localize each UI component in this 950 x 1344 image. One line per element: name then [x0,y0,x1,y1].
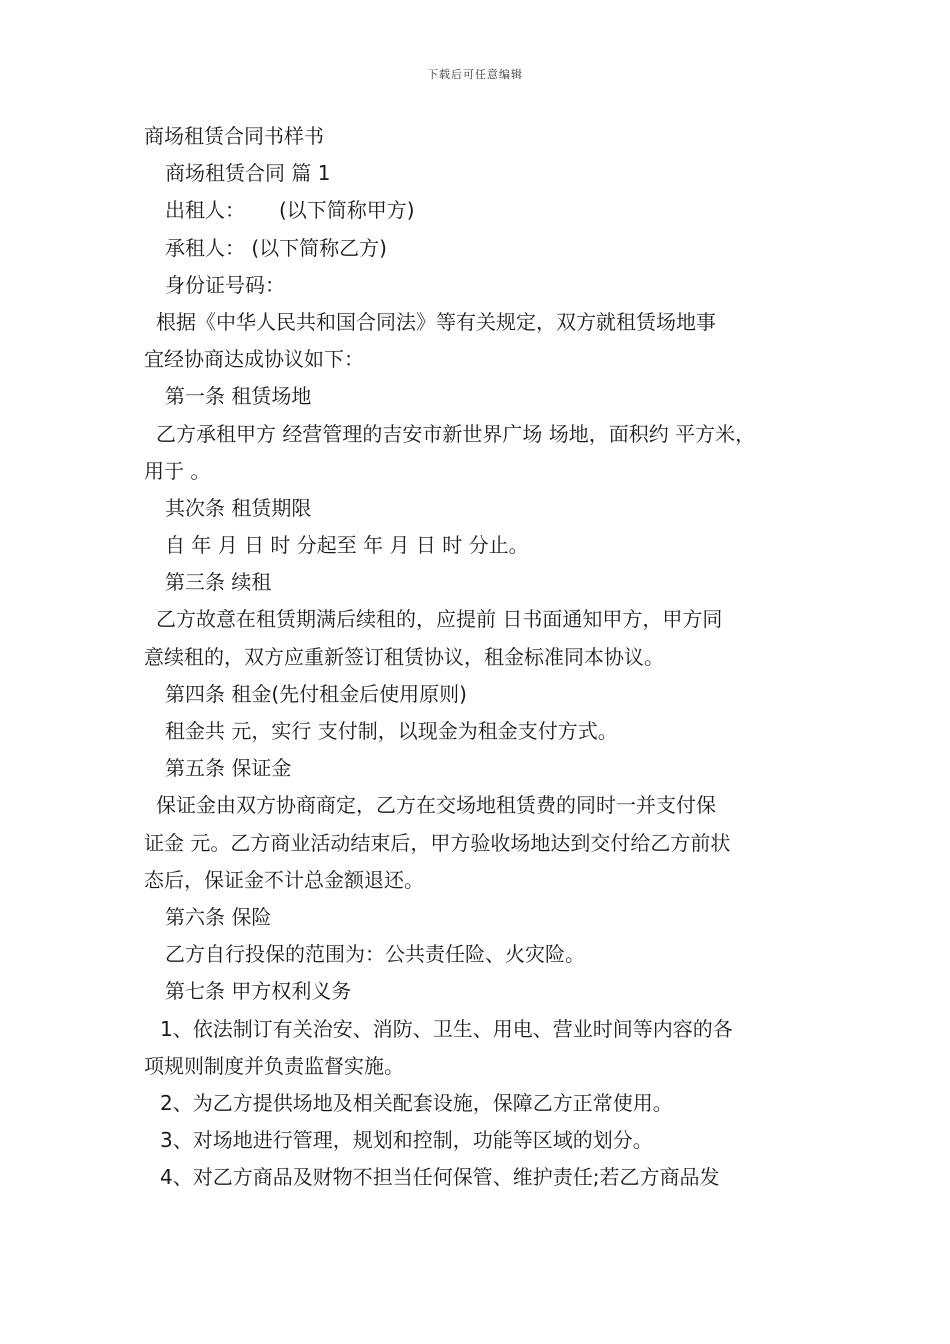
article-6-line-1: 乙方自行投保的范围为：公共责任险、火灾险。 [165,942,585,967]
article-5-line-1: 保证金由双方协商商定，乙方在交场地租赁费的同时一并支付保 [156,793,716,818]
article-5-line-3: 态后，保证金不计总金额退还。 [144,867,424,892]
article-7-item-2: 2、为乙方提供场地及相关配套设施，保障乙方正常使用。 [160,1090,673,1115]
article-2-line-1: 自 年 月 日 时 分起至 年 月 日 时 分止。 [165,533,529,558]
article-3-title: 第三条 续租 [165,570,272,595]
article-7-item-3: 3、对场地进行管理，规划和控制，功能等区域的划分。 [160,1128,653,1153]
header-note: 下载后可任意编辑 [427,68,523,81]
article-5-title: 第五条 保证金 [165,756,292,781]
id-number-line: 身份证号码： [165,272,285,297]
lessor-note: (以下简称甲方) [279,198,415,223]
document-title: 商场租赁合同书样书 [144,124,324,148]
article-4-line-1: 租金共 元，实行 支付制，以现金为租金支付方式。 [165,719,618,743]
lessee-line: 承租人： (以下简称乙方) [165,235,387,260]
article-1-line-2: 用于 。 [144,458,211,483]
article-4-title: 第四条 租金(先付租金后使用原则) [165,681,467,706]
article-1-title: 第一条 租赁场地 [165,384,312,409]
lessor-label: 出租人： [165,198,245,223]
preamble-line-1: 根据《中华人民共和国合同法》等有关规定，双方就租赁场地事 [156,309,716,334]
lessor-line [144,192,814,229]
article-3-line-1: 乙方故意在租赁期满后续租的，应提前 日书面通知甲方，甲方同 [156,607,723,632]
article-1-line-1: 乙方承租甲方 经营管理的吉安市新世界广场 场地，面积约 平方米， [156,421,756,446]
article-3-line-2: 意续租的，双方应重新签订租赁协议，租金标准同本协议。 [144,644,664,669]
article-7-title: 第七条 甲方权利义务 [165,979,352,1004]
article-7-item-1-line-1: 1、依法制订有关治安、消防、卫生、用电、营业时间等内容的各 [160,1016,733,1041]
article-5-line-2: 证金 元。乙方商业活动结束后，甲方验收场地达到交付给乙方前状 [144,830,731,855]
preamble-line-2: 宜经协商达成协议如下： [144,347,364,372]
article-7-item-1-line-2: 项规则制度并负责监督实施。 [144,1053,404,1078]
document-subtitle: 商场租赁合同 篇 1 [165,161,331,186]
article-7-item-4-line-1: 4、对乙方商品及财物不担当任何保管、维护责任;若乙方商品发 [160,1165,720,1190]
article-2-title: 其次条 租赁期限 [165,495,312,520]
document-body [144,118,814,1196]
article-6-title: 第六条 保险 [165,904,272,929]
